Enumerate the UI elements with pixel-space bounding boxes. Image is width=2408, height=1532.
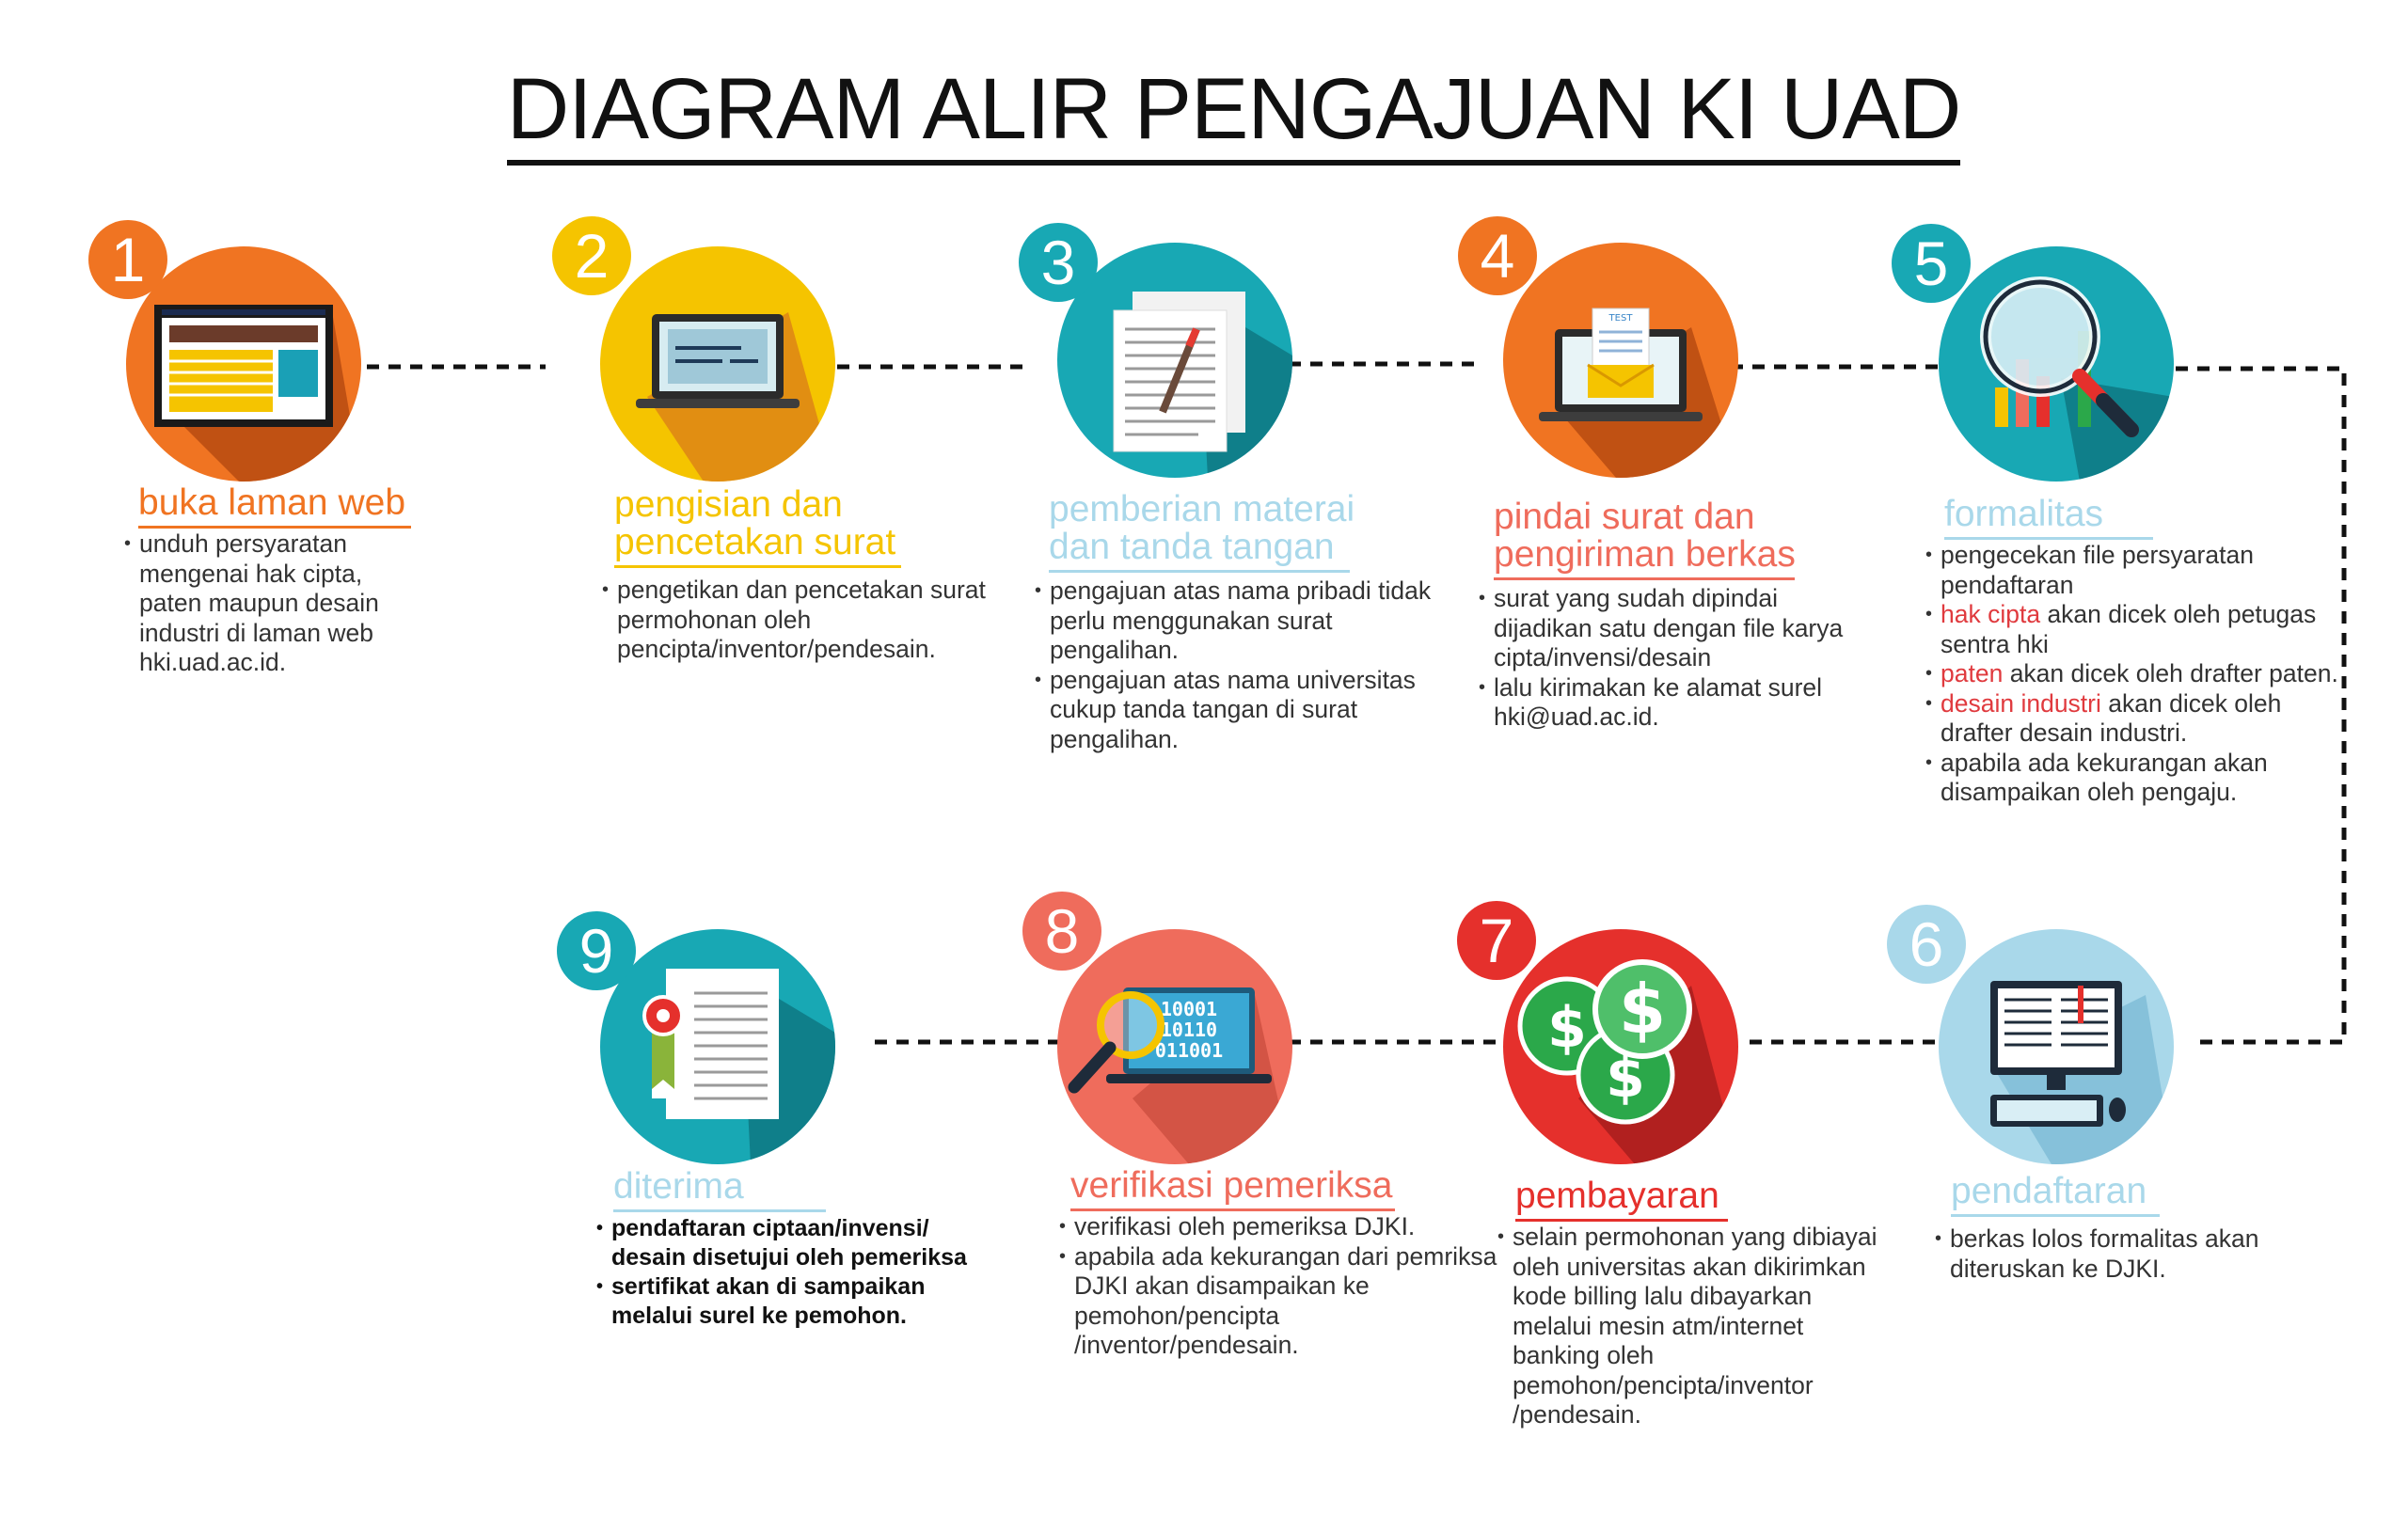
step-9-certificate-icon [600,929,835,1164]
svg-text:$: $ [1618,970,1667,1049]
step-6-title: pendaftaran [1951,1173,2160,1217]
step-5-title: formalitas [1944,496,2153,540]
step-3-bullet: • pengajuan atas nama universitas cukup tanda tangan di surat pengalihan. [1035,666,1449,755]
binary-line: 10001 [1160,998,1218,1020]
step-7-number: 7 [1457,901,1536,980]
svg-text:$: $ [1547,995,1587,1061]
binary-line: 10110 [1160,1019,1218,1041]
email-test-label: TEST [1608,313,1633,324]
step-6-description [1935,1224,2292,1284]
step-3-bullet: • pengajuan atas nama pribadi tidak perlu menggunakan surat pengalihan. [1035,576,1449,666]
step-3-number: 3 [1019,223,1098,302]
step-4-laptop-email-icon [1503,243,1738,478]
step-6-computer-book-icon [1939,929,2174,1164]
step-1-title: buka laman web [138,484,411,529]
step-5-bullet: • hak cipta akan dicek oleh petugas sentra hki [1925,600,2339,659]
step-2-title: pengisian dan pencetakan surat [614,486,901,568]
step-6-number: 6 [1887,905,1966,984]
step-5-bullet: • paten akan dicek oleh drafter paten. [1925,659,2339,689]
step-4-number: 4 [1458,216,1537,295]
step-8-bullet: • verifikasi oleh pemeriksa DJKI. [1059,1212,1501,1242]
step-5-bullet: • desain industri akan dicek oleh drafter desain industri. [1925,689,2339,749]
step-3-description [1035,576,1449,754]
step-8-number: 8 [1022,892,1101,971]
step-8-bullet: • apabila ada kekurangan dari pemriksa DJKI akan disampaikan ke pemohon/pencipta /inventor/pendesain. [1059,1242,1501,1361]
page-title: DIAGRAM ALIR PENGAJUAN KI UAD [0,60,2408,166]
step-5-description [1925,541,2339,808]
step-5-number: 5 [1892,224,1971,303]
step-8-description [1059,1212,1501,1361]
step-4-title: pindai surat dan pengiriman berkas [1494,498,1796,580]
step-7-bullet: • selain permohonan yang dibiayai oleh universitas akan dikirimkan kode billing lalu dibayarkan melalui mesin atm/internet banking oleh pemohon/pencipta/inventor /pendesain. [1497,1223,1893,1430]
step-1-browser-window-icon [126,246,361,482]
step-4-bullet: • lalu kirimakan ke alamat surel hki@uad.ac.id. [1479,673,1864,733]
step-5-bullet: • apabila ada kekurangan akan disampaikan oleh pengaju. [1925,749,2339,808]
step-7-description [1497,1223,1893,1430]
binary-line: 011001 [1154,1039,1224,1062]
step-5-bullet: • pengecekan file persyaratan pendaftaran [1925,541,2339,600]
step-8-title: verifikasi pemeriksa [1070,1167,1395,1211]
step-1-bullet: • unduh persyaratan mengenai hak cipta, paten maupun desain industri di laman web hki.uad.ac.id. [124,529,406,678]
step-2-number: 2 [552,216,631,295]
step-5-magnifier-chart-icon [1939,246,2174,482]
step-3-title: pemberian materai dan tanda tangan [1049,491,1354,573]
step-9-description [596,1214,991,1331]
step-8-laptop-binary-search-icon [1057,929,1292,1164]
step-4-bullet: • surat yang sudah dipindai dijadikan satu dengan file karya cipta/invensi/desain [1479,584,1864,673]
step-7-dollar-coins-icon [1503,929,1738,1164]
step-9-bullet: • pendaftaran ciptaan/invensi/ desain disetujui oleh pemeriksa [596,1214,991,1272]
step-1-description [124,529,406,678]
step-9-title: diterima [613,1168,826,1212]
svg-text:$: $ [1606,1045,1645,1111]
step-9-number: 9 [557,911,636,990]
step-2-description [602,576,997,665]
step-2-bullet: • pengetikan dan pencetakan surat permohonan oleh pencipta/inventor/pendesain. [602,576,997,665]
step-9-bullet: • sertifikat akan di sampaikan melalui surel ke pemohon. [596,1272,991,1331]
step-4-description [1479,584,1864,733]
step-7-title: pembayaran [1515,1177,1728,1222]
step-6-bullet: • berkas lolos formalitas akan diteruskan ke DJKI. [1935,1224,2292,1284]
step-2-laptop-form-icon [600,246,835,482]
step-1-number: 1 [88,220,167,299]
